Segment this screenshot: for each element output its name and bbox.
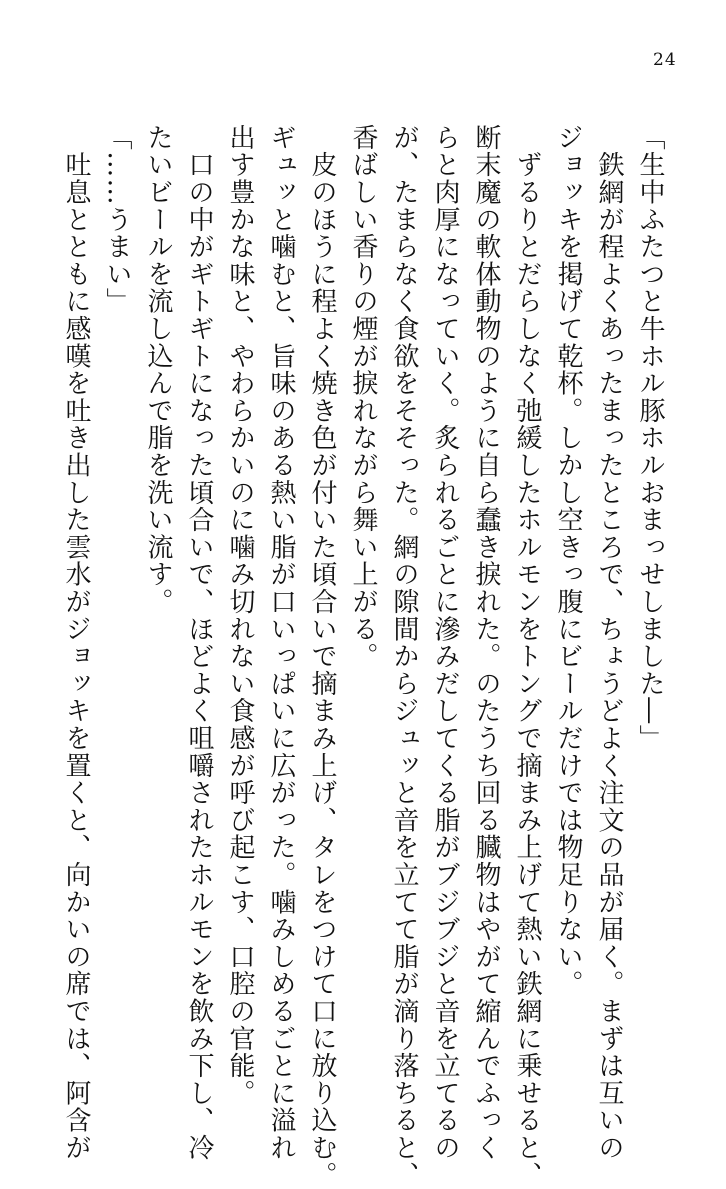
page-number: 24 bbox=[653, 50, 677, 70]
text-line: ギュッと噛むと、旨味のある熱い脂が口いっぱいに広がった。噛みしめるごとに溢れ bbox=[266, 124, 296, 1162]
text-line: 皮のほうに程よく焼き色が付いた頃合いで摘まみ上げ、タレをつけて口に放り込む。 bbox=[307, 124, 337, 1189]
text-line: 「……うまい」 bbox=[102, 124, 132, 316]
vertical-text-body bbox=[55, 124, 670, 1189]
text-line: 口の中がギトギトになった頃合いで、ほどよく咀嚼されたホルモンを飲み下し、冷 bbox=[184, 124, 214, 1162]
text-line: たいビールを流し込んで脂を洗い流す。 bbox=[143, 124, 173, 616]
text-line: ずるりとだらしなく弛緩したホルモンをトングで摘まみ上げて熱い鉄網に乗せると、 bbox=[512, 124, 542, 1189]
text-line: 鉄網が程よくあったまったところで、ちょうどよく注文の品が届く。まずは互いの bbox=[594, 124, 624, 1162]
text-line: 「生中ふたつと牛ホル豚ホルおまっせしました―」 bbox=[635, 124, 665, 752]
text-line: ジョッキを掲げて乾杯。しかし空きっ腹にビールだけでは物足りない。 bbox=[553, 124, 583, 998]
text-line: 香ばしい香りの煙が捩れながら舞い上がる。 bbox=[348, 124, 378, 670]
text-line: 吐息とともに感嘆を吐き出した雲水がジョッキを置くと、向かいの席では、阿含が bbox=[61, 124, 91, 1162]
text-line: 出す豊かな味と、やわらかいのに噛み切れない食感が呼び起こす、口腔の官能。 bbox=[225, 124, 255, 1107]
text-line: らと肉厚になっていく。炙られるごとに滲みだしてくる脂がブジブジと音を立てるの bbox=[430, 124, 460, 1162]
text-line: が、たまらなく食欲をそそった。網の隙間からジュッと音を立てて脂が滴り落ちると、 bbox=[389, 124, 419, 1189]
text-line: 断末魔の軟体動物のように自ら蠢き捩れた。のたうち回る臓物はやがて縮んでふっく bbox=[471, 124, 501, 1162]
